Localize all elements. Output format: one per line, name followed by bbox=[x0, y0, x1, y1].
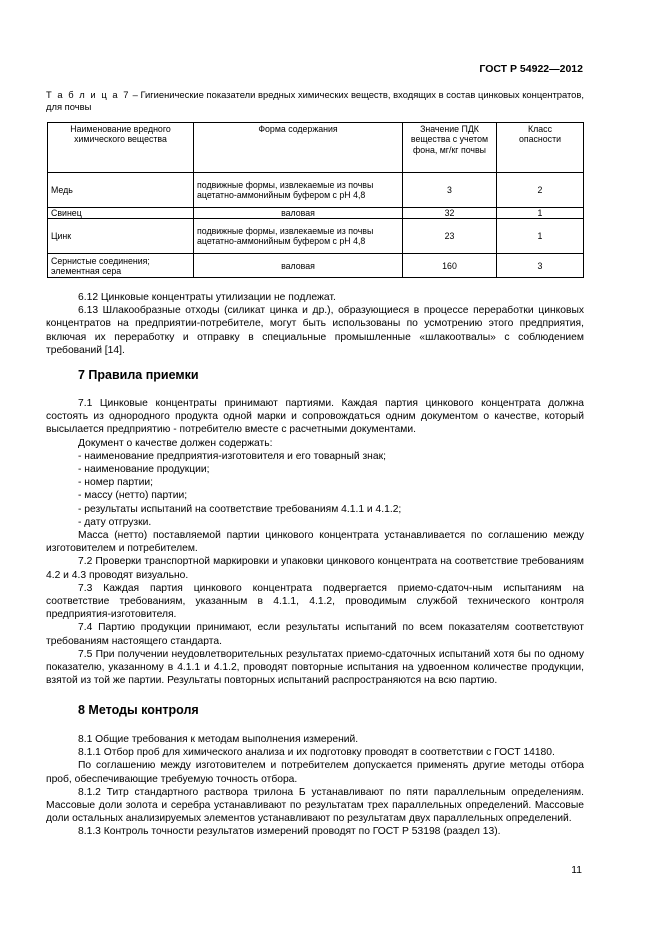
list-item: - наименование продукции; bbox=[78, 464, 210, 476]
paragraph-6-13: 6.13 Шлакообразные отходы (силикат цинка и др.), образующиеся в процессе переработки цинковых концентратов на предприятии-потребителе, могут быть использованы по усмотрению этого предприятия, включая их переработку и отправку в специальные промышленные «шлакоотвалы» с соблюдением требований [14]. bbox=[46, 305, 584, 356]
column-header-pdk: Значение ПДК вещества с учетом фона, мг/кг почвы bbox=[403, 123, 497, 173]
table-caption bbox=[46, 89, 584, 113]
cell-class: 3 bbox=[497, 254, 584, 278]
page-number: 11 bbox=[571, 865, 582, 876]
quality-doc-intro: Документ о качестве должен содержать: bbox=[78, 437, 273, 449]
list-item: - наименование предприятия-изготовителя и его товарный знак; bbox=[78, 450, 386, 462]
paragraph-8-1: 8.1 Общие требования к методам выполнения измерений. bbox=[78, 734, 359, 745]
section-8-heading-wrap bbox=[46, 704, 584, 717]
list-item: - массу (нетто) партии; bbox=[78, 490, 188, 502]
table-row bbox=[48, 173, 584, 208]
paragraph-7-5: 7.5 При получении неудовлетворительных результатах приемо-сдаточных испытаний хотя бы по одному показателю, указанному в 4.1.1 и 4.1.2, проводят повторные испытания на удвоенном количестве продукции, взятой из той же партии. Результаты повторных испытаний распространяются на всю партию. bbox=[46, 648, 584, 687]
cell-form: подвижные формы, извлекаемые из почвы ацетатно-аммонийным буфером с pH 4,8 bbox=[194, 173, 403, 208]
table-caption-text: – Гигиенические показатели вредных химических веществ, входящих в состав цинковых концентратов, для почвы bbox=[46, 89, 584, 112]
paragraph-7-4: 7.4 Партию продукции принимают, если результаты испытаний по всем показателям соответствуют требованиям настоящего стандарта. bbox=[46, 622, 584, 647]
paragraph-7-1: 7.1 Цинковые концентраты принимают партиями. Каждая партия цинкового концентрата должна состоять из однородного продукта одной марки и сопровождаться одним документом о качестве, который высылается предприятию - потребителю вместе с расчетными документами. bbox=[46, 398, 584, 436]
section-8-heading: 8 Методы контроля bbox=[78, 703, 199, 717]
cell-form: подвижные формы, извлекаемые из почвы ацетатно-аммонийным буфером с pH 4,8 bbox=[194, 219, 403, 254]
paragraph-agreement: По соглашению между изготовителем и потребителем допускается применять другие методы отбора проб, обеспечивающие требуемую точность отбора. bbox=[46, 760, 584, 785]
table-row bbox=[48, 254, 584, 278]
section-7-body bbox=[46, 397, 584, 687]
cell-pdk: 23 bbox=[403, 219, 497, 254]
cell-class: 1 bbox=[497, 219, 584, 254]
cell-pdk: 160 bbox=[403, 254, 497, 278]
cell-form: валовая bbox=[194, 254, 403, 278]
hygiene-table bbox=[47, 122, 584, 278]
list-item: - дату отгрузки. bbox=[78, 516, 152, 528]
column-header-substance: Наименование вредного химического вещества bbox=[48, 123, 194, 173]
section-6-tail bbox=[46, 291, 584, 357]
cell-form: валовая bbox=[194, 208, 403, 219]
list-item: - номер партии; bbox=[78, 477, 153, 489]
paragraph-mass: Масса (нетто) поставляемой партии цинкового концентрата устанавливается по соглашению между изготовителем и потребителем. bbox=[46, 530, 584, 555]
paragraph-7-3: 7.3 Каждая партия цинкового концентрата подвергается приемо-сдаточ-ным испытаниям на соответствие требованиям, указанным в 4.1.1, 4.1.2, проводимым службой технического контроля предприятия-изготовителя. bbox=[46, 582, 584, 621]
list-item: - результаты испытаний на соответствие требованиям 4.1.1 и 4.1.2; bbox=[78, 503, 402, 515]
cell-pdk: 32 bbox=[403, 208, 497, 219]
column-header-class: Класс опасности bbox=[497, 123, 584, 173]
column-header-form: Форма содержания bbox=[194, 123, 403, 173]
cell-substance: Сернистые соединения; элементная сера bbox=[48, 254, 194, 278]
paragraph-6-12: 6.12 Цинковые концентраты утилизации не подлежат. bbox=[78, 292, 336, 303]
cell-substance: Цинк bbox=[48, 219, 194, 254]
paragraph-8-1-1: 8.1.1 Отбор проб для химического анализа и их подготовку проводят в соответствии с ГОСТ 14180. bbox=[78, 747, 555, 759]
paragraph-8-1-2: 8.1.2 Титр стандартного раствора трилона Б устанавливают по пяти параллельным определениям. Массовые доли золота и серебра устанавливают по результатам трех параллельных определений. Массовые доли остальных анализируемых элементов устанавливают по результатам двух параллельных определений. bbox=[46, 786, 584, 825]
cell-class: 1 bbox=[497, 208, 584, 219]
paragraph-7-2: 7.2 Проверки транспортной маркировки и упаковки цинкового концентрата на соответствие требованиям 4.2 и 4.3 проводят визуально. bbox=[46, 556, 584, 581]
cell-substance: Медь bbox=[48, 173, 194, 208]
cell-substance: Свинец bbox=[48, 208, 194, 219]
table-header-row bbox=[48, 123, 584, 173]
cell-class: 2 bbox=[497, 173, 584, 208]
section-7-heading: 7 Правила приемки bbox=[78, 368, 199, 382]
section-8-body bbox=[46, 733, 584, 839]
table-caption-lead: Т а б л и ц а 7 bbox=[46, 89, 130, 100]
table-row bbox=[48, 208, 584, 219]
table-row bbox=[48, 219, 584, 254]
document-id: ГОСТ Р 54922—2012 bbox=[479, 63, 583, 75]
paragraph-8-1-3: 8.1.3 Контроль точности результатов измерений проводят по ГОСТ Р 53198 (раздел 13). bbox=[78, 826, 501, 838]
section-7-heading-wrap bbox=[46, 369, 584, 382]
cell-pdk: 3 bbox=[403, 173, 497, 208]
